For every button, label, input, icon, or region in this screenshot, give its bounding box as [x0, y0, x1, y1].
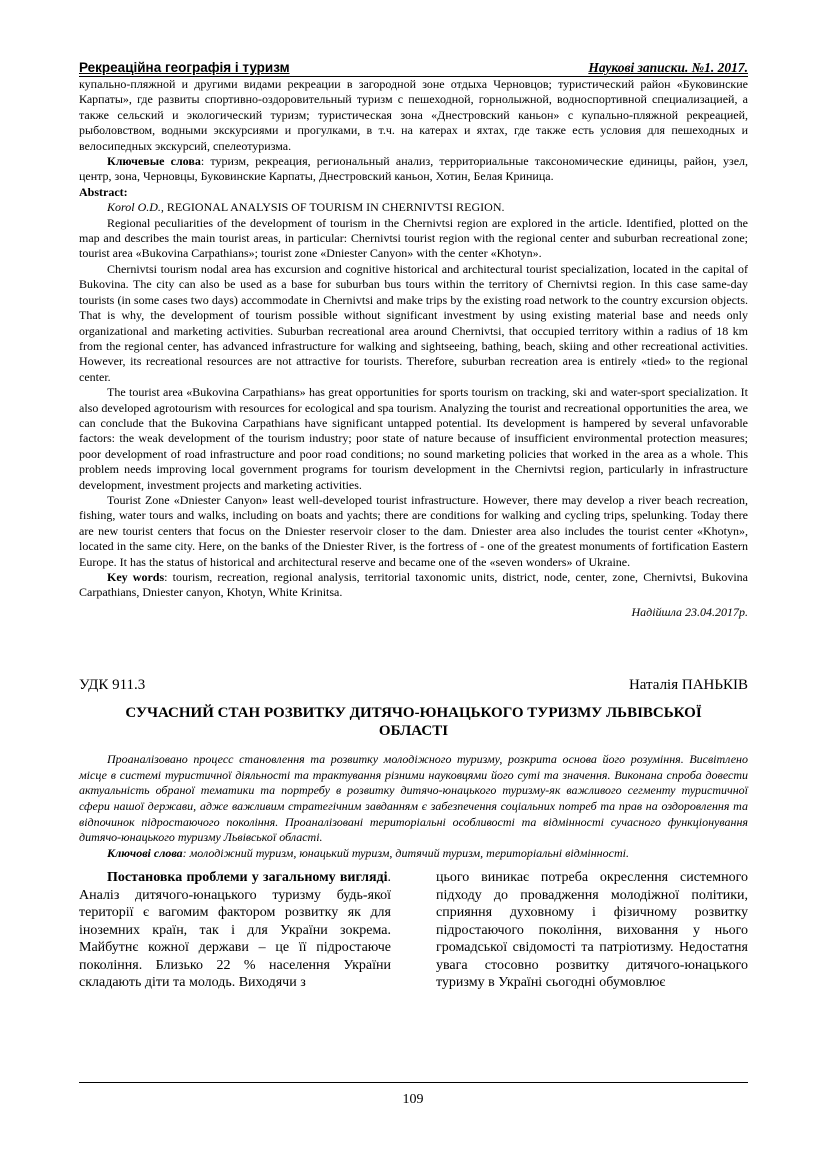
en-title: REGIONAL ANALYSIS OF TOURISM IN CHERNIVTSI REGION.	[163, 200, 505, 215]
journal-issue: Наукові записки. №1. 2017.	[588, 60, 748, 75]
ru-keywords-text: : туризм, рекреация, региональный анализ, территориальные таксономические единицы, район, узел, центр, зона, Черновцы, Буковинские Карпаты, Днестровский каньон, Хотин, Белая Криница.	[79, 154, 749, 184]
udk-code: УДК 911.3	[79, 677, 146, 694]
received-date: Надійшла 23.04.2017р.	[631, 604, 748, 619]
page	[79, 60, 748, 992]
en-paragraph-4: Tourist Zone «Dniester Canyon» least well-developed tourist infrastructure. However, there may develop a river beach recreation, fishing, water tours and walks, including on boats and yachts; there are conditions for walking and cycling trips, spelunking. Today there are new tourist centers that focus on the Dniester reservoir closer to the dam. Dniester area also includes the tourist center «Khotyn», located in the same city. Here, on the banks of the Dniester River, is the fortress of - one of the greatest monuments of fortification Eastern Europe. It has the status of historical and architectural reserve and became one of the «seven wonders» of Ukraine.	[79, 492, 748, 569]
problem-statement-heading: Постановка проблеми у загальному вигляді	[107, 870, 388, 886]
abstract-label: Abstract:	[79, 184, 128, 199]
en-keywords-text: : tourism, recreation, regional analysis, territorial taxonomic units, district, node, center, zone, Chernivtsi, Bukovina Carpathians, Dniester canyon, Khotyn, White Krinitsa.	[79, 570, 748, 600]
footer-rule	[79, 1082, 748, 1083]
en-citation	[79, 200, 748, 215]
udk-author-row	[79, 676, 748, 694]
en-paragraph-1: Regional peculiarities of the development of tourism in the Chernivtsi region are explored in the article. Identified, plotted on the map and describes the main tourist areas, in particular: Chernivtsi tourist region with the regional center and suburban recreational zone; tourist area «Bukovina Carpathians»; tourist zone «Dniester Canyon» with the center «Khotyn».	[79, 215, 748, 261]
en-author: Korol O.D.,	[107, 200, 164, 215]
body-column-right	[436, 869, 748, 992]
body-columns	[79, 869, 748, 992]
problem-statement-text: . Аналіз дитячого-юнацького туризму будь-якої території є вагомим фактором розвитку як для іноземних країн, так і для України зокрема. Майбутнє кожної держави – це її підростаюче покоління. Близько 22 % населення України складають діти та молодь. Виходячи з	[79, 870, 391, 991]
page-number: 109	[402, 1092, 424, 1107]
article-title-line-1: СУЧАСНИЙ СТАН РОЗВИТКУ ДИТЯЧО-ЮНАЦЬКОГО ТУРИЗМУ ЛЬВІВСЬКОЇ	[125, 705, 702, 722]
running-header	[79, 60, 748, 77]
journal-section-title: Рекреаційна географія і туризм	[79, 60, 290, 75]
en-paragraph-2: Chernivtsi tourism nodal area has excursion and cognitive historical and architectural tourist specialization, located in the capital of Bukovina. The city can also be used as a base for suburban bus tours within the territory of Chernivtsi region. In this case same-day tourists (in some cases two days) accommodate in Chernivtsi and make trips by the existing road network to the country excursion objects. That is why, the development of tourism possible without significant investment by using existing material base and needs only organizational and marketing activities. Suburban recreational area around Chernivtsi, that occupied territory within a radius of 18 km from the regional center, has advanced infrastructure for walking and sightseeing, bathing, beach, skiing and other recreational activities. However, its recreational resources are not attractive for tourists. Therefore, suburban recreation area is entirely «tied» to the regional center.	[79, 261, 748, 384]
body-column-left	[79, 869, 391, 992]
ru-abstract-continuation: купально-пляжной и другими видами рекреации в загородной зоне отдыха Черновцов; туристический район «Буковинские Карпаты», где развиты спортивно-оздоровительный туризм с пешеходной, горнолыжной, водноспортивной специализацией, а также сельский и экологический туризм; туристическая зона «Днестровский каньон» с купально-пляжной рекреацией, рыболовством, водными экскурсиями и прогулками, в т.ч. на катерах и яхтах, где также есть условия для пешеходных и велосипедных экскурсий, спелеотуризма.	[79, 77, 748, 153]
problem-statement-paragraph	[79, 869, 391, 992]
en-keywords	[79, 570, 748, 601]
article-title	[79, 704, 748, 740]
article-abstract: Проаналізовано процесс становлення та розвитку молодіжного туризму, розкрита основа його розуміння. Висвітлено місце в системі туристичної діяльності та трактування різними науковцями його суті та значення. Виконана спроба довести актуальність обраної тематики та портребу в розвитку дитячо-юнацького туризму-як важливого сегменту туристичної сфери нашої держави, адже важливим стратегічним завданням є забезпечення соціальних потреб та прав на оздоровлення та відпочинок підростаючого покоління. Проаналізовані територіальні особливості та відмінності сучасного функціонування дитячо-юнацького туризму Львівської області.	[79, 752, 748, 845]
en-paragraph-3: The tourist area «Bukovina Carpathians» has great opportunities for sports tourism on tracking, ski and water-sport specialization. It also developed agrotourism with resources for ecological and spa tourism. Analyzing the tourist and recreational opportunities the area, we can conclude that the Bukovina Carpathians have significant untapped potential. Its development is hampered by several unfavorable factors: the weak development of the tourism industry; poor state of nature because of insufficient environmental protection measures; poor development of road infrastructure and poor road conditions; no sound marketing policies that worked in the area as a whole. This problem needs improving local government programs for tourism development in the Chernivtsi region, particularly in infrastructure development, investment projects and marketing activities.	[79, 385, 748, 492]
article-keywords-label: Ключові слова	[107, 845, 183, 860]
article-keywords	[79, 846, 748, 862]
body-column-right-text: цього виникає потреба окреслення системного підходу до провадження молодіжної політики, сприяння духовному і фізичному розвитку підростаючого покоління, виховання у нього громадської свідомості та патріотизму. Недостатня увага стосовно розвитку дитячого-юнацького туризму в Україні сьогодні обумовлює	[436, 870, 748, 991]
article-keywords-text: : молодіжний туризм, юнацький туризм, дитячий туризм, територіальні відмінності.	[182, 845, 629, 860]
ru-keywords-label: Ключевые слова	[107, 154, 201, 169]
article-author: Наталія ПАНЬКІВ	[628, 677, 748, 694]
article-title-line-2: ОБЛАСТІ	[378, 723, 449, 740]
en-keywords-label: Key words	[107, 570, 165, 584]
ru-keywords	[79, 154, 748, 185]
